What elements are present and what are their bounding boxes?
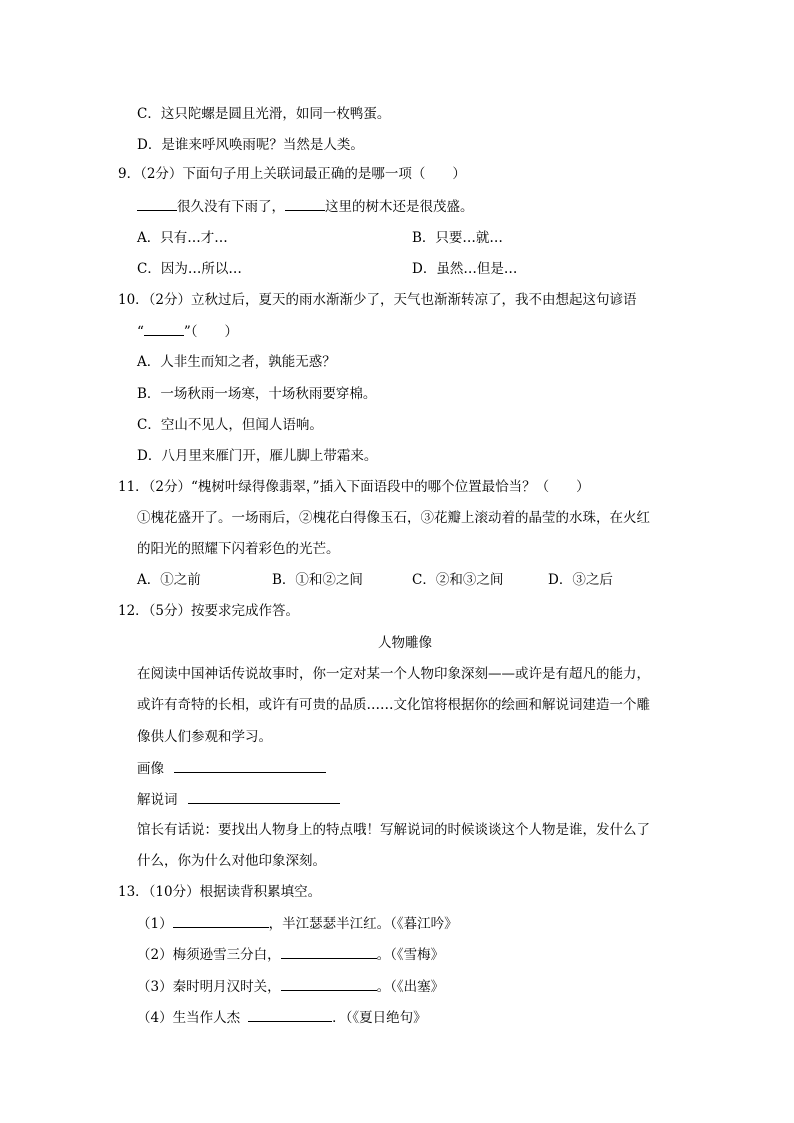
q12-commentary-line	[137, 789, 340, 810]
q9-option-a: A．只有…才…	[137, 230, 228, 246]
q13-item-4-end: ．（《夏日绝句》	[332, 1010, 427, 1026]
q8-option-c: C．这只陀螺是圆且光滑，如同一枚鸭蛋。	[137, 106, 391, 122]
q9-option-b: B．只要…就…	[412, 230, 503, 246]
q9-stem: 9．（2分）下面句子用上关联词最正确的是哪一项（ ）	[118, 166, 466, 182]
q10-option-c: C．空山不见人，但闻人语响。	[137, 417, 323, 433]
q12-paragraph-3: 像供人们参观和学习。	[137, 729, 272, 745]
q12-paragraph-2: 或许有奇特的长相，或许有可贵的品质……文化馆将根据你的绘画和解说词建造一个雕	[137, 697, 650, 713]
q13-item-3-end: 。（《出塞》	[376, 979, 445, 995]
q11-option-d: D．③之后	[548, 572, 613, 588]
q11-paragraph-2: 的阳光的照耀下闪着彩色的光芒。	[137, 541, 340, 557]
q12-commentary-blank	[188, 789, 340, 804]
q9-sentence	[137, 196, 474, 217]
q12-portrait-label: 画像	[137, 761, 164, 777]
q9-blank-1	[137, 196, 177, 211]
q10-option-a: A．人非生而知之者，孰能无惑？	[137, 354, 336, 370]
q11-paragraph-1: ①槐花盛开了。一场雨后，②槐花白得像玉石，③花瓣上滚动着的晶莹的水珠，在火红	[137, 510, 650, 526]
q13-item-2-end: 。（《雪梅》	[376, 947, 445, 963]
q13-stem: 13．（10分）根据读背积累填空。	[118, 884, 322, 900]
q13-item-1-text: ，半江瑟瑟半江红。（《暮江吟》	[268, 916, 458, 932]
q11-option-b: B．①和②之间	[272, 572, 363, 588]
q10-option-b: B．一场秋雨一场寒，十场秋雨要穿棉。	[137, 386, 377, 402]
q12-note-2: 什么，你为什么对他印象深刻。	[137, 853, 326, 869]
q13-item-3-text: （3）秦时明月汉时关，	[137, 979, 281, 995]
q9-option-c: C．因为…所以…	[137, 261, 242, 277]
q12-note-1: 馆长有话说：要找出人物身上的特点哦！写解说词的时候谈谈这个人物是谁，发什么了	[137, 822, 650, 838]
q11-stem: 11．（2分）“槐树叶绿得像翡翠，”插入下面语段中的哪个位置最恰当？（ ）	[118, 479, 590, 495]
q13-item-2-text: （2）梅须逊雪三分白，	[137, 947, 281, 963]
q9-option-d: D．虽然…但是…	[412, 261, 518, 277]
q13-item-1-blank	[173, 913, 269, 928]
q13-item-2-blank	[281, 944, 377, 959]
q13-item-4-blank	[248, 1007, 332, 1022]
q13-item-4-text: （4）生当作人杰	[137, 1010, 241, 1026]
q10-quote-line	[137, 321, 238, 342]
q10-quote-close: ”（ ）	[183, 324, 239, 340]
q9-sentence-part2: 这里的树木还是很茂盛。	[325, 199, 474, 215]
q11-option-c: C．②和③之间	[412, 572, 504, 588]
q13-item-3-blank	[281, 976, 377, 991]
q13-item-1	[137, 913, 458, 934]
q10-quote-open: “	[137, 324, 144, 340]
q10-option-d: D．八月里来雁门开，雁儿脚上带霜来。	[137, 448, 378, 464]
q9-sentence-part1: 很久没有下雨了，	[177, 199, 285, 215]
q12-portrait-line	[137, 758, 326, 779]
q10-blank	[144, 321, 184, 336]
q12-paragraph-1: 在阅读中国神话传说故事时，你一定对某一个人物印象深刻——或许是有超凡的能力，	[137, 666, 650, 682]
q8-option-d: D．是谁来呼风唤雨呢？当然是人类。	[137, 137, 364, 153]
q12-portrait-blank	[174, 758, 326, 773]
q12-commentary-label: 解说词	[137, 792, 178, 808]
q13-item-2	[137, 944, 444, 965]
q9-blank-2	[285, 196, 325, 211]
q13-item-1-number: （1）	[137, 916, 173, 932]
q13-item-3	[137, 976, 444, 997]
q12-title: 人物雕像	[378, 635, 432, 651]
q10-stem: 10．（2分）立秋过后，夏天的雨水渐渐少了，天气也渐渐转凉了，我不由想起这句谚语	[118, 292, 637, 308]
q13-item-4	[137, 1007, 427, 1028]
q11-option-a: A．①之前	[137, 572, 201, 588]
q12-stem: 12．（5分）按要求完成作答。	[118, 603, 300, 619]
